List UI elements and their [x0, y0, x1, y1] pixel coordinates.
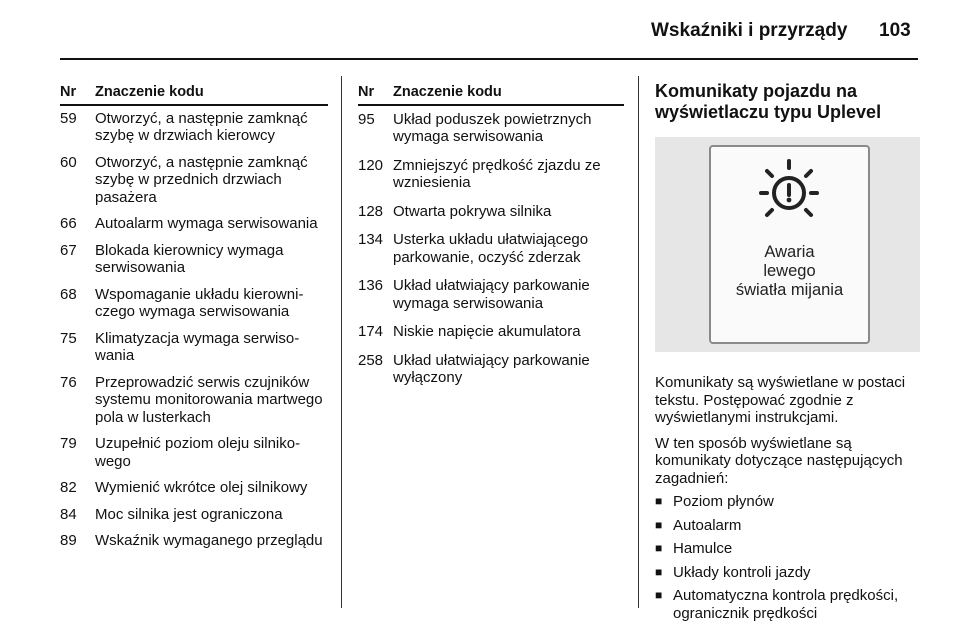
bullet-icon: ■ — [655, 588, 663, 602]
column-header-meaning: Znaczenie kodu — [95, 84, 204, 100]
row-text: Wymienić wkrótce olej silnikowy — [95, 479, 308, 496]
row-text: Blokada kierownicy wymaga serwisowania — [95, 241, 284, 276]
column-divider — [638, 76, 639, 608]
table-row — [60, 238, 328, 282]
table-row — [358, 272, 624, 318]
page-number: 103 — [879, 20, 911, 41]
table-row — [358, 152, 624, 198]
list-item — [655, 564, 920, 582]
code-table-2 — [358, 84, 624, 393]
row-text: Wspomaganie układu kierowniczego wymaga serwisowania — [95, 285, 304, 320]
row-text: Przeprowadzić serwis czujników systemu monitorowania martwego pola w lusterkach — [95, 373, 323, 426]
table-row — [60, 431, 328, 475]
header-rule — [60, 58, 918, 60]
row-text: Niskie napięcie akumulatora — [393, 323, 581, 340]
row-code: 75 — [60, 329, 77, 347]
display-line: światła mijania — [735, 281, 844, 299]
row-code: 66 — [60, 215, 77, 232]
table-row — [358, 106, 624, 152]
vehicle-messages-section — [655, 81, 920, 628]
display-screen — [709, 145, 870, 344]
table-row — [358, 318, 624, 347]
display-line: Awaria — [764, 243, 815, 261]
column-header-meaning: Znaczenie kodu — [393, 84, 502, 100]
row-text: Układ poduszek powietrznych wymaga serwisowania — [393, 110, 592, 145]
exterior-light-warning-icon — [749, 157, 829, 227]
column-divider — [341, 76, 342, 608]
row-code: 258 — [358, 351, 384, 369]
row-code: 59 — [60, 109, 77, 127]
column-header-nr: Nr — [60, 84, 77, 100]
row-code: 134 — [358, 231, 384, 248]
row-code: 82 — [60, 479, 77, 496]
row-text: Otwarta pokrywa silnika — [393, 202, 552, 220]
paragraph: Komunikaty są wyświetlane w postaci tekstu. Postępować zgodnie z wyświetlanymi instrukcjami. — [655, 374, 906, 426]
topic-list — [655, 493, 920, 622]
row-code: 67 — [60, 241, 77, 259]
table-row — [358, 226, 624, 272]
table-row — [60, 370, 328, 432]
table-row — [60, 326, 328, 370]
list-item-text: Układy kontroli jazdy — [673, 563, 811, 581]
row-code: 136 — [358, 277, 384, 294]
table-header — [60, 84, 328, 106]
row-text: Wskaźnik wymaganego przeglądu — [95, 532, 323, 549]
row-code: 120 — [358, 156, 384, 174]
display-illustration — [655, 137, 920, 352]
row-code: 84 — [60, 505, 77, 523]
row-code: 60 — [60, 153, 77, 171]
table-row — [60, 106, 328, 150]
column-header-nr: Nr — [358, 84, 375, 100]
code-table-1 — [60, 84, 328, 555]
row-text: Zmniejszyć prędkość zjazdu ze wzniesienia — [393, 156, 601, 191]
list-item — [655, 587, 920, 622]
table-row — [60, 502, 328, 529]
row-text: Otworzyć, a następnie zamknąć szybę w drzwiach kierowcy — [95, 109, 308, 144]
table-row — [60, 528, 328, 555]
row-text: Układ ułatwiający parkowanie wyłączony — [393, 351, 590, 386]
row-code: 95 — [358, 110, 375, 128]
table-row — [60, 150, 328, 212]
running-header-title: Wskaźniki i przyrządy — [651, 20, 848, 41]
display-line: lewego — [763, 262, 816, 280]
row-text: Klimatyzacja wymaga serwisowania — [95, 329, 300, 364]
list-item-text: Autoalarm — [673, 516, 742, 534]
row-code: 79 — [60, 435, 77, 452]
list-item — [655, 493, 920, 511]
table-row — [60, 475, 328, 502]
bullet-icon: ■ — [655, 517, 663, 532]
bullet-icon: ■ — [655, 541, 663, 555]
table-row — [358, 198, 624, 227]
row-text: Usterka układu ułatwiającego parkowanie, oczyść zderzak — [393, 231, 589, 266]
section-heading: Komunikaty pojazdu na wyświetlaczu typu Uplevel — [655, 81, 882, 122]
display-message — [711, 243, 868, 300]
bullet-icon: ■ — [655, 564, 663, 579]
paragraph: W ten sposób wyświetlane są komunikaty dotyczące następujących zagadnień: — [655, 434, 903, 487]
row-code: 128 — [358, 202, 384, 220]
list-item-text: Poziom płynów — [673, 493, 774, 510]
row-text: Otworzyć, a następnie zamknąć szybę w przednich drzwiach pasażera — [95, 153, 308, 206]
row-code: 89 — [60, 532, 77, 549]
list-item-text: Automatyczna kontrola prędkości, ogranicznik prędkości — [673, 587, 899, 622]
row-text: Uzupełnić poziom oleju silnikowego — [95, 435, 301, 470]
bullet-icon: ■ — [655, 494, 663, 508]
row-text: Układ ułatwiający parkowanie wymaga serwisowania — [393, 277, 590, 312]
list-item — [655, 540, 920, 558]
list-item — [655, 517, 920, 535]
table-row — [358, 347, 624, 393]
list-item-text: Hamulce — [673, 540, 733, 557]
row-code: 68 — [60, 285, 77, 303]
table-row — [60, 211, 328, 238]
table-row — [60, 282, 328, 326]
row-text: Autoalarm wymaga serwisowania — [95, 215, 318, 232]
table-header — [358, 84, 624, 106]
row-text: Moc silnika jest ograniczona — [95, 505, 283, 523]
row-code: 174 — [358, 323, 384, 340]
row-code: 76 — [60, 373, 77, 391]
